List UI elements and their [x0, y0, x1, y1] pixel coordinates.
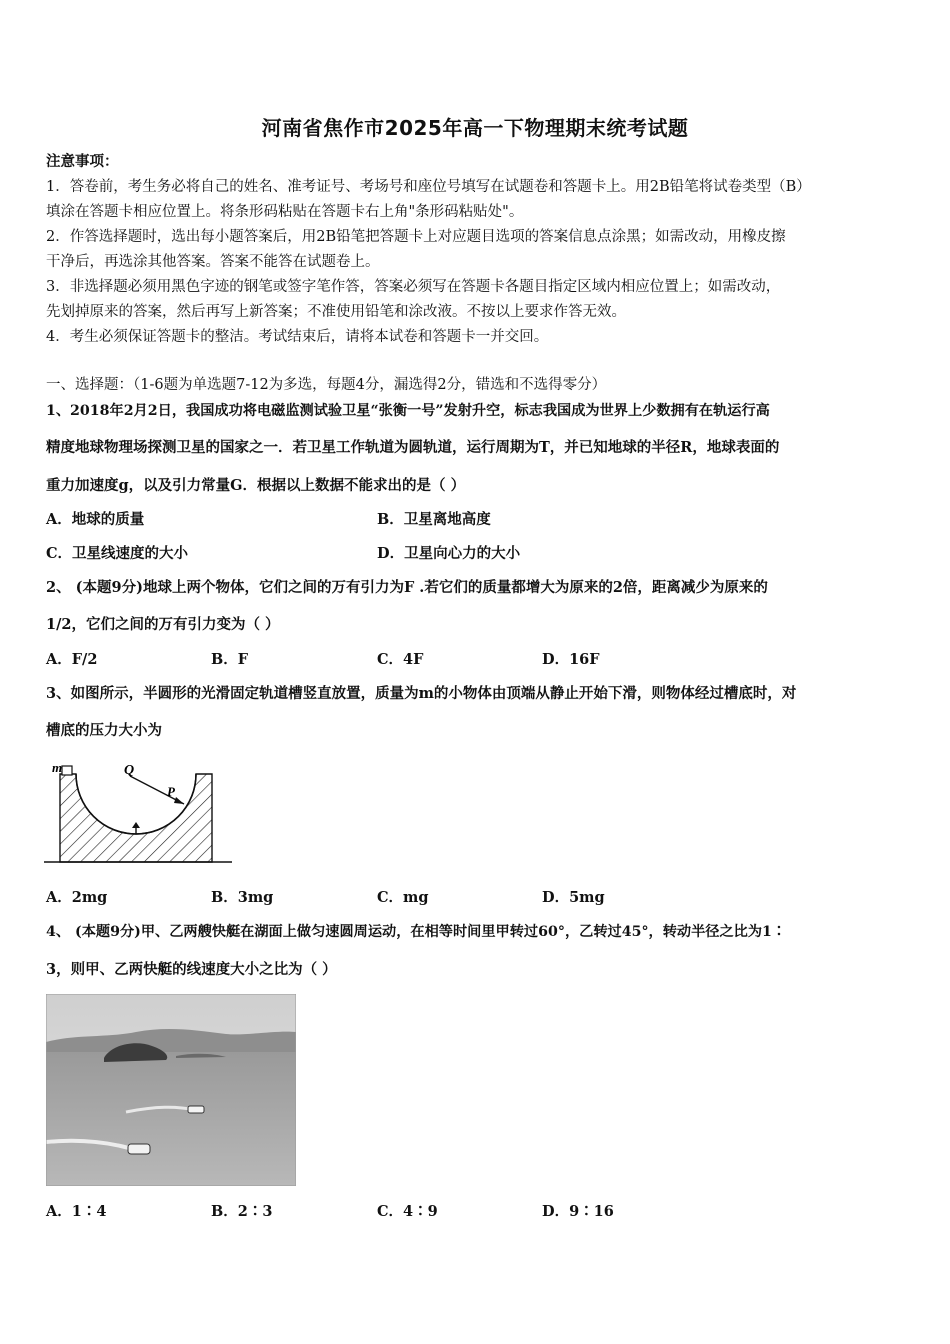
semicircle-track-diagram [44, 758, 234, 870]
q4-line-1: 4、 (本题9分)甲、乙两艘快艇在湖面上做匀速圆周运动，在相等时间里甲转过60°，乙转过45°，转动半径之比为1∶ [46, 924, 787, 940]
q3-option-d: D．5mg [542, 889, 605, 906]
q3-option-a: A．2mg [46, 889, 108, 906]
lake-water [46, 1052, 296, 1186]
small-block [62, 766, 72, 775]
q3-option-b: B．3mg [211, 889, 274, 906]
notice-heading: 注意事项： [46, 153, 119, 170]
notice-line-2: 填涂在答题卡相应位置上。将条形码粘贴在答题卡右上角"条形码粘贴处"。 [46, 204, 524, 220]
radius-arrow [174, 797, 184, 804]
lake-speedboats-photo [46, 994, 296, 1186]
q2-option-c: C．4F [377, 651, 424, 668]
notice-line-4: 干净后，再选涂其他答案。答案不能答在试题卷上。 [46, 254, 380, 270]
notice-line-1: 1．答卷前，考生务必将自己的姓名、准考证号、考场号和座位号填写在试题卷和答题卡上。用2B铅笔将试卷类型（B） [46, 179, 811, 195]
q1-option-d: D．卫星向心力的大小 [377, 545, 521, 562]
page-title: 河南省焦作市2025年高一下物理期末统考试题 [261, 116, 689, 140]
q1-line-1: 1、2018年2月2日，我国成功将电磁监测试验卫星“张衡一号”发射升空，标志我国成为世界上少数拥有在轨运行高 [46, 403, 770, 419]
label-q: Q [124, 763, 135, 778]
q1-line-3: 重力加速度g，以及引力常量G．根据以上数据不能求出的是（ ） [46, 477, 466, 494]
notice-line-6: 先划掉原来的答案，然后再写上新答案；不准使用铅笔和涂改液。不按以上要求作答无效。 [46, 304, 626, 320]
notice-line-5: 3．非选择题必须用黑色字迹的钢笔或签字笔作答，答案必须写在答题卡各题目指定区域内相应位置上；如需改动， [46, 279, 781, 295]
q3-line-2: 槽底的压力大小为 [46, 722, 162, 739]
q4-option-d: D．9∶16 [542, 1203, 614, 1220]
section-heading: 一、选择题：（1-6题为单选题7-12为多选，每题4分，漏选得2分，错选和不选得零分） [46, 377, 607, 393]
q2-line-1: 2、 (本题9分)地球上两个物体，它们之间的万有引力为F .若它们的质量都增大为原来的2倍，距离减少为原来的 [46, 579, 768, 596]
q2-option-a: A．F/2 [46, 651, 98, 668]
q4-line-2: 3，则甲、乙两快艇的线速度大小之比为（ ） [46, 961, 337, 978]
track-body [60, 774, 212, 862]
notice-line-3: 2．作答选择题时，选出每小题答案后，用2B铅笔把答题卡上对应题目选项的答案信息点涂黑；如需改动，用橡皮擦 [46, 229, 786, 245]
q2-option-d: D．16F [542, 651, 600, 668]
q1-option-a: A．地球的质量 [46, 511, 145, 528]
notice-line-7: 4．考生必须保证答题卡的整洁。考试结束后，请将本试卷和答题卡一并交回。 [46, 329, 549, 345]
q1-option-c: C．卫星线速度的大小 [46, 545, 189, 562]
q3-option-c: C．mg [377, 889, 429, 906]
q2-line-2: 1/2，它们之间的万有引力变为（ ） [46, 616, 280, 633]
label-m: m [52, 760, 63, 775]
q1-line-2: 精度地球物理场探测卫星的国家之一．若卫星工作轨道为圆轨道，运行周期为T，并已知地球的半径R，地球表面的 [46, 439, 780, 456]
q4-option-b: B．2∶3 [211, 1203, 273, 1220]
q3-line-1: 3、如图所示，半圆形的光滑固定轨道槽竖直放置，质量为m的小物体由顶端从静止开始下滑，则物体经过槽底时，对 [46, 685, 797, 702]
q4-option-c: C．4∶9 [377, 1203, 438, 1220]
q4-option-a: A．1∶4 [46, 1203, 107, 1220]
q1-option-b: B．卫星离地高度 [377, 511, 491, 528]
label-p: P [167, 784, 175, 799]
q2-option-b: B．F [211, 651, 249, 668]
speedboat-2 [128, 1144, 150, 1154]
speedboat-1 [188, 1106, 204, 1113]
